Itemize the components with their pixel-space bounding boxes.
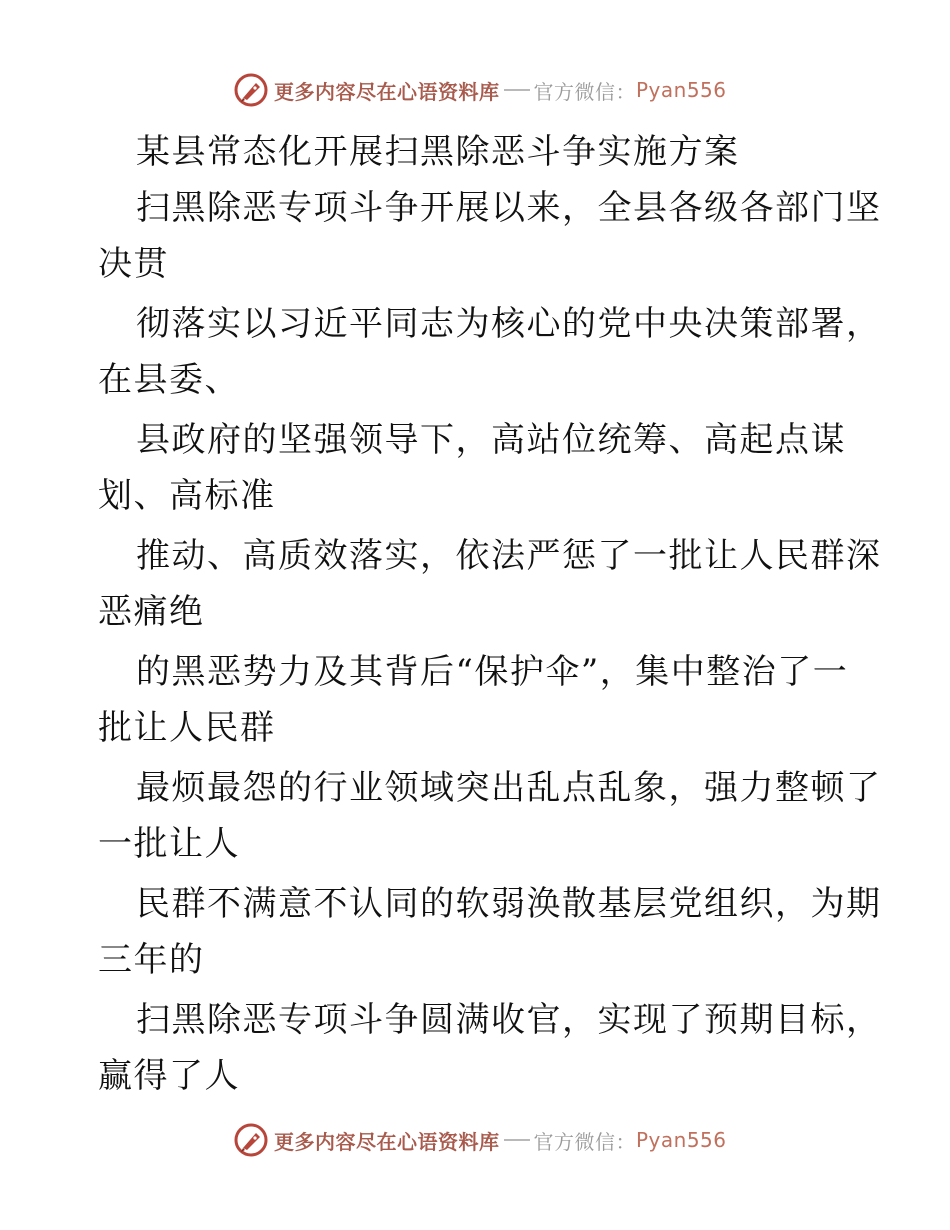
paragraph-line: 扫黑除恶专项斗争开展以来，全县各级各部门坚 [136, 188, 882, 228]
banner-main-text: 更多内容尽在心语资料库 [274, 79, 500, 104]
paragraph-line: 决贯 [98, 244, 169, 284]
paragraph-line: 扫黑除恶专项斗争圆满收官，实现了预期目标， [136, 1000, 882, 1040]
banner-wechat-id: Pyan556 [636, 78, 727, 102]
header-banner-content [234, 70, 727, 110]
pen-nib-logo-icon [234, 73, 268, 107]
paragraph-line: 批让人民群 [98, 708, 276, 748]
paragraph-line: 划、高标准 [98, 476, 276, 516]
footer-banner [0, 1120, 950, 1160]
paragraph-line: 民群不满意不认同的软弱涣散基层党组织，为期 [136, 884, 882, 924]
paragraph-line: 恶痛绝 [98, 592, 205, 632]
paragraph-line: 赢得了人 [98, 1056, 240, 1096]
pen-nib-logo-icon [234, 1123, 268, 1157]
document-title: 某县常态化开展扫黑除恶斗争实施方案 [136, 132, 740, 172]
paragraph-line: 的黑恶势力及其背后“保护伞”，集中整治了一 [136, 652, 849, 692]
banner-wechat-label: 官方微信： [533, 79, 636, 104]
paragraph-line: 一批让人 [98, 824, 240, 864]
footer-banner-content [234, 1120, 727, 1160]
paragraph-line: 最烦最怨的行业领域突出乱点乱象，强力整顿了 [136, 768, 882, 808]
paragraph-line: 在县委、 [98, 360, 240, 400]
paragraph-line: 三年的 [98, 940, 205, 980]
banner-separator [504, 89, 530, 91]
banner-main-text: 更多内容尽在心语资料库 [274, 1129, 500, 1154]
paragraph-line: 彻落实以习近平同志为核心的党中央决策部署， [136, 304, 882, 344]
banner-wechat-id: Pyan556 [636, 1128, 727, 1152]
paragraph-line: 推动、高质效落实，依法严惩了一批让人民群深 [136, 536, 882, 576]
banner-separator [504, 1139, 530, 1141]
banner-wechat-label: 官方微信： [533, 1129, 636, 1154]
header-banner [0, 70, 950, 110]
paragraph-line: 县政府的坚强领导下，高站位统筹、高起点谋 [136, 420, 846, 460]
